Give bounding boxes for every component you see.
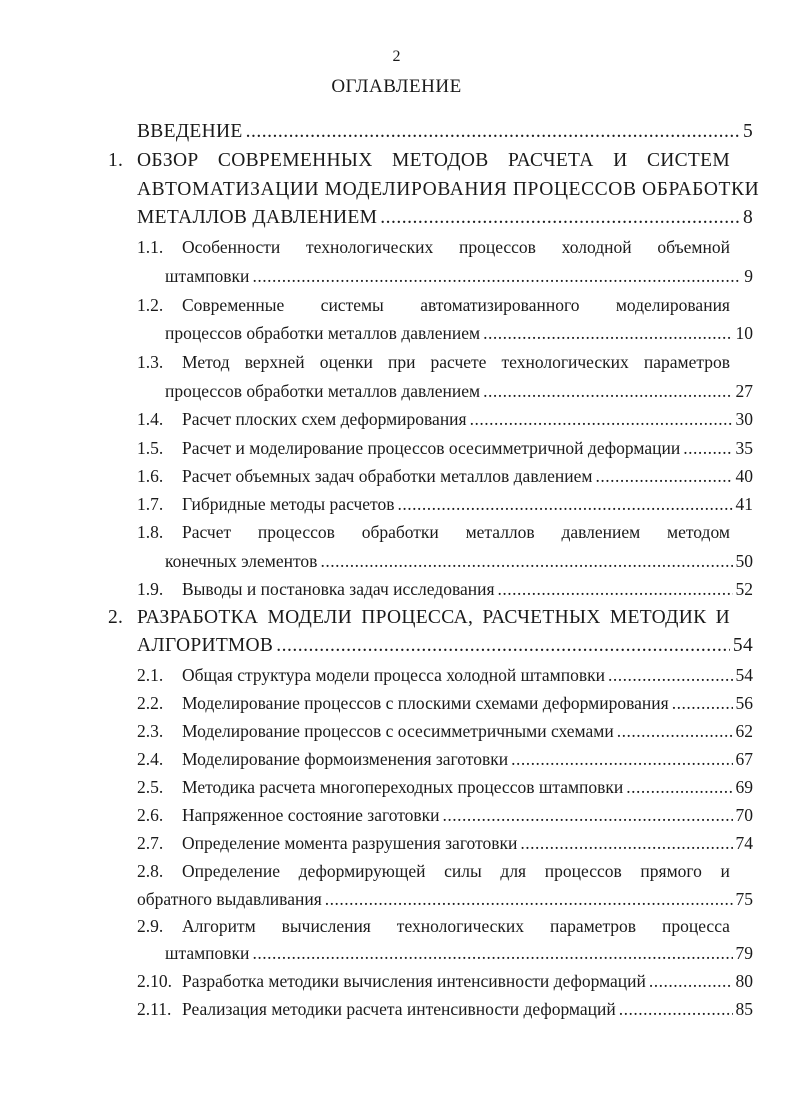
entry-page-number: 54 [732,635,753,656]
entry-number: 2.4. [137,749,164,769]
entry-page-number: 79 [735,943,753,963]
entry-page-number: 10 [735,323,753,343]
toc-entry-s2-9-line1 [182,918,730,936]
entry-number: 1.2. [137,295,164,315]
toc-entry-ch2 [137,636,753,656]
entry-title: конечных элементов [165,551,318,571]
dot-leader [619,1001,733,1019]
toc-entry-s1-1-line1 [182,239,730,257]
entry-word: Алгоритм [182,916,256,936]
entry-page-number: 75 [735,889,753,909]
toc-entry-s1-1 [165,268,753,286]
toc-entry-ch1 [137,208,753,228]
entry-title: Моделирование процессов с осесимметричными схемами [182,721,614,741]
dot-leader [443,807,733,825]
dot-leader [252,945,732,963]
entry-word: обработки [361,522,439,542]
entry-page-number: 70 [735,805,753,825]
toc-entry-s2-11 [182,1001,753,1019]
dot-leader [380,208,740,228]
entry-number: 1.3. [137,352,164,372]
entry-number: 2.6. [137,805,164,825]
entry-title: Общая структура модели процесса холодной штамповки [182,665,605,685]
toc-entry-s2-8 [137,891,753,909]
entry-word: РАСЧЕТА [507,150,594,171]
dot-leader [520,835,732,853]
entry-number: 1.1. [137,237,164,257]
entry-number: 1.6. [137,466,164,486]
entry-word: СОВРЕМЕННЫХ [217,150,373,171]
toc-entry-s2-6 [182,807,753,825]
entry-number: 1. [108,150,124,171]
dot-leader [252,268,741,286]
entry-number: 1.8. [137,522,164,542]
entry-page-number: 74 [735,833,753,853]
entry-word: методом [667,522,730,542]
entry-title: Выводы и постановка задач исследования [182,579,495,599]
dot-leader [649,973,733,991]
toc-entry-s2-8-line1 [182,863,730,881]
toc-entry-s2-10 [182,973,753,991]
toc-entry-s1-8-line1 [182,524,730,542]
entry-word: МОДЕЛИ [267,607,352,628]
entry-number: 1.7. [137,494,164,514]
entry-page-number: 8 [742,207,753,228]
entry-title: штамповки [165,943,250,963]
page-title: ОГЛАВЛЕНИЕ [331,76,462,97]
entry-word: Современные [182,295,285,315]
dot-leader [672,695,733,713]
entry-word: процесса [662,916,730,936]
entry-word: холодной [561,237,632,257]
toc-entry-intro [137,122,753,142]
entry-word: прямого [640,861,702,881]
toc-entry-s2-9 [165,945,753,963]
entry-title: Моделирование формоизменения заготовки [182,749,509,769]
entry-word: металлов [465,522,535,542]
entry-word: процессов [257,522,335,542]
toc-entry-s1-2 [165,325,753,343]
entry-title: Расчет плоских схем деформирования [182,409,467,429]
dot-leader [595,468,732,486]
entry-word: ОБЗОР [137,150,199,171]
toc-entry-s1-4 [182,411,753,429]
entry-page-number: 9 [744,266,753,286]
entry-title: процессов обработки металлов давлением [165,381,481,401]
entry-number: 2.3. [137,721,164,741]
toc-entry-s1-7 [182,496,753,514]
entry-page-number: 52 [735,579,753,599]
entry-word: МЕТОДОВ [392,150,489,171]
entry-page-number: 5 [742,121,753,142]
entry-word: автоматизированного [420,295,580,315]
toc-entry-s2-1 [182,667,753,685]
dot-leader [608,667,733,685]
toc-entry-ch1-line2: АВТОМАТИЗАЦИИ МОДЕЛИРОВАНИЯ ПРОЦЕССОВ ОБРАБОТКИ [137,179,760,200]
entry-number: 2.9. [137,916,164,936]
entry-word: для [500,861,527,881]
entry-page-number: 30 [735,409,753,429]
entry-title: штамповки [165,266,250,286]
entry-word: оценки [319,352,373,372]
entry-number: 1.9. [137,579,164,599]
entry-word: Особенности [182,237,281,257]
entry-word: расчете [430,352,487,372]
toc-entry-s2-7 [182,835,753,853]
entry-word: МЕТОДИК [609,607,707,628]
entry-title: Расчет и моделирование процессов осесимметричной деформации [182,438,681,458]
entry-title: Моделирование процессов с плоскими схемами деформирования [182,693,669,713]
entry-title: обратного выдавливания [137,889,322,909]
dot-leader [483,325,732,343]
entry-number: 1.4. [137,409,164,429]
entry-title: Разработка методики вычисления интенсивности деформаций [182,971,646,991]
toc-entry-s1-8 [165,553,753,571]
entry-number: 2.2. [137,693,164,713]
entry-word: системы [320,295,384,315]
page-number: 2 [392,48,401,65]
entry-title: Реализация методики расчета интенсивности деформаций [182,999,616,1019]
entry-number: 2.7. [137,833,164,853]
entry-number: 2.5. [137,777,164,797]
dot-leader [325,891,733,909]
dot-leader [276,636,730,656]
entry-word: параметров [549,916,637,936]
toc-entry-s2-4 [182,751,753,769]
entry-word: технологических [396,916,525,936]
entry-word: И [715,607,730,628]
dot-leader [483,383,732,401]
entry-word: силы [444,861,482,881]
entry-number: 2. [108,607,124,628]
toc-entry-s1-5 [182,440,753,458]
toc-entry-s1-9 [182,581,753,599]
toc-entry-ch1-line1 [137,151,730,171]
dot-leader [246,122,740,142]
entry-page-number: 85 [735,999,753,1019]
entry-number: 2.10. [137,971,172,991]
entry-word: процессов [458,237,536,257]
entry-word: моделирования [615,295,730,315]
entry-title: ВВЕДЕНИЕ [137,121,243,142]
entry-word: процессов [544,861,622,881]
entry-word: параметров [643,352,730,372]
entry-page-number: 41 [735,494,753,514]
entry-word: И [613,150,628,171]
dot-leader [320,553,732,571]
entry-page-number: 40 [735,466,753,486]
entry-page-number: 62 [735,721,753,741]
toc-entry-s2-5 [182,779,753,797]
entry-word: и [720,861,730,881]
entry-title: Напряженное состояние заготовки [182,805,440,825]
entry-word: вычисления [281,916,371,936]
entry-page-number: 56 [735,693,753,713]
entry-number: 2.11. [137,999,172,1019]
entry-page-number: 27 [735,381,753,401]
entry-word: технологических [306,237,434,257]
toc-entry-ch2-line1 [137,608,730,628]
toc-entry-s2-3 [182,723,753,741]
entry-word: Метод [182,352,230,372]
entry-page-number: 67 [735,749,753,769]
entry-page-number: 50 [735,551,753,571]
entry-title: Гибридные методы расчетов [182,494,395,514]
entry-page-number: 69 [735,777,753,797]
entry-title: МЕТАЛЛОВ ДАВЛЕНИЕМ [137,207,378,228]
entry-number: 2.8. [137,861,164,881]
entry-word: Определение [182,861,280,881]
toc-entry-s2-2 [182,695,753,713]
entry-title: Определение момента разрушения заготовки [182,833,518,853]
entry-word: ПРОЦЕССА, [361,607,474,628]
entry-page-number: 80 [735,971,753,991]
dot-leader [397,496,732,514]
entry-page-number: 35 [735,438,753,458]
entry-title: процессов обработки металлов давлением [165,323,481,343]
entry-number: 2.1. [137,665,164,685]
entry-title: Расчет объемных задач обработки металлов давлением [182,466,593,486]
toc-entry-s1-6 [182,468,753,486]
entry-word: верхней [244,352,305,372]
entry-word: технологических [501,352,629,372]
dot-leader [683,440,732,458]
entry-word: РАСЧЕТНЫХ [482,607,601,628]
entry-word: при [387,352,416,372]
dot-leader [626,779,732,797]
entry-word: объемной [657,237,730,257]
entry-word: Расчет [182,522,232,542]
entry-word: деформирующей [298,861,426,881]
dot-leader [470,411,733,429]
toc-entry-s1-3 [165,383,753,401]
toc-entry-s1-3-line1 [182,354,730,372]
toc-entry-s1-2-line1 [182,297,730,315]
entry-number: 1.5. [137,438,164,458]
entry-title: Методика расчета многопереходных процессов штамповки [182,777,624,797]
entry-word: СИСТЕМ [646,150,730,171]
entry-word: давлением [561,522,641,542]
dot-leader [617,723,733,741]
entry-page-number: 54 [735,665,753,685]
dot-leader [511,751,732,769]
entry-title: АЛГОРИТМОВ [137,635,274,656]
dot-leader [498,581,733,599]
entry-word: РАЗРАБОТКА [137,607,259,628]
